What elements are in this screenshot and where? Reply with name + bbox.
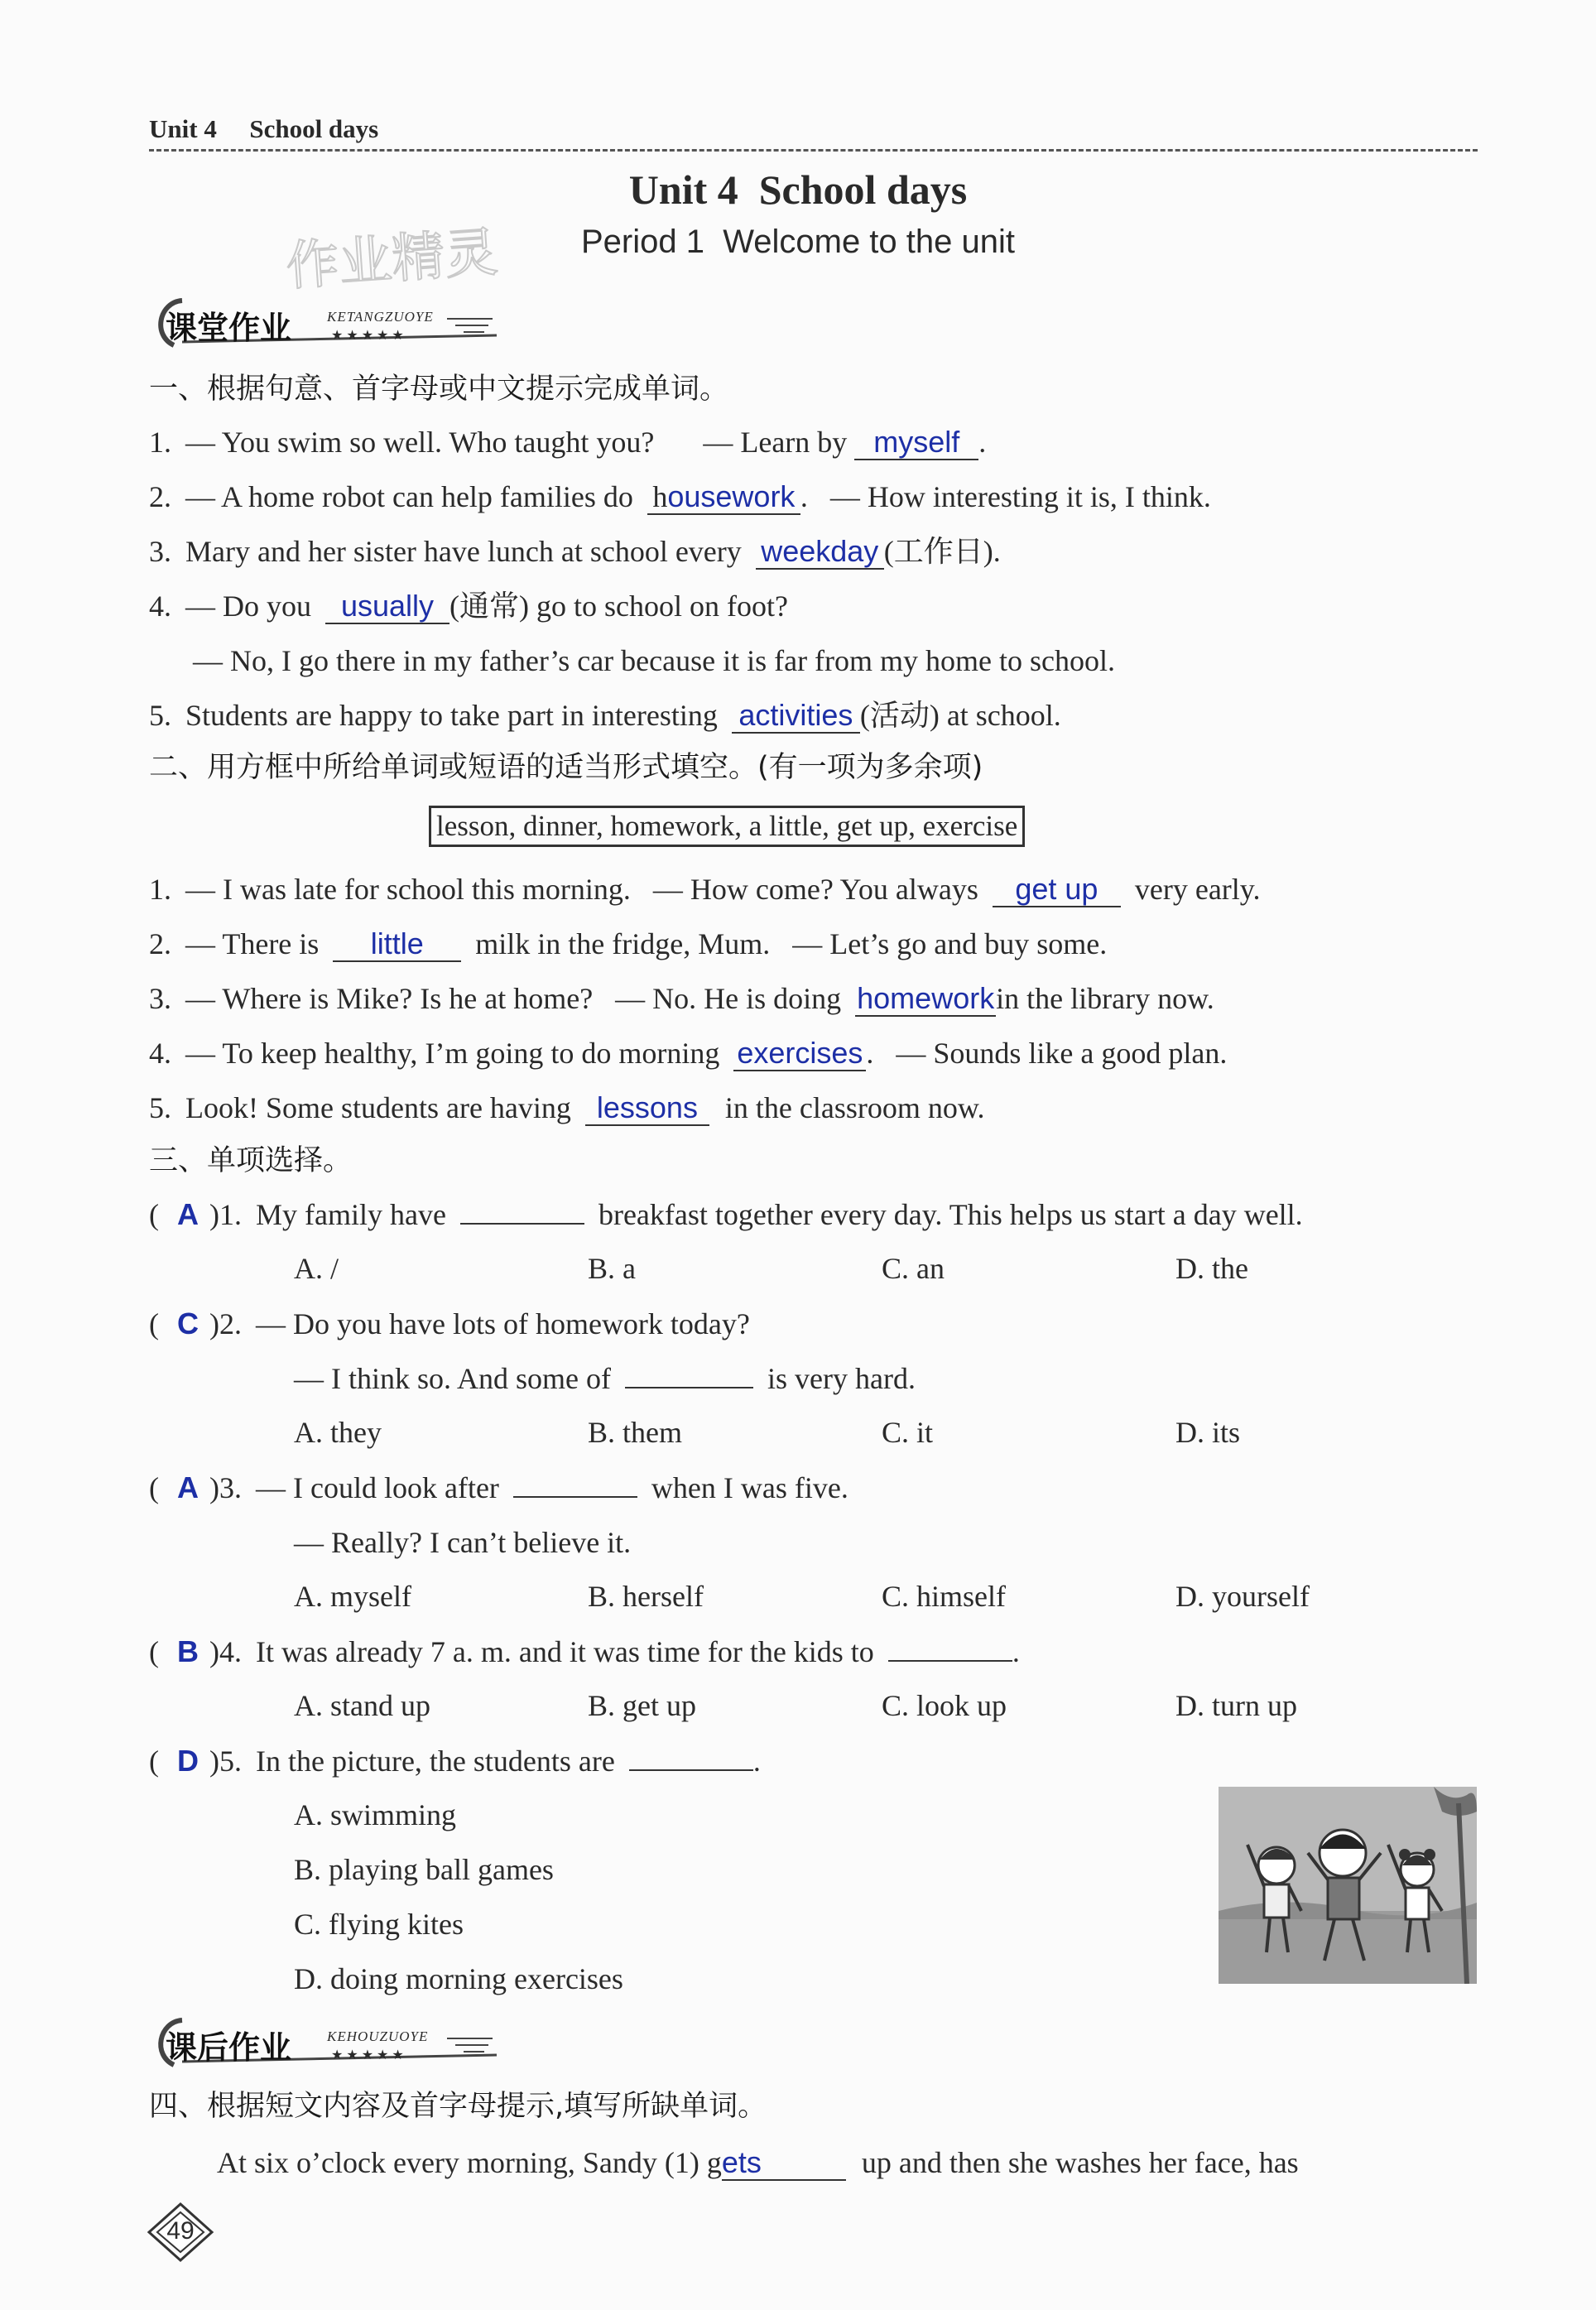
- badge-cn-label: 课堂作业: [166, 310, 292, 346]
- part3-q2-reply: — I think so. And some of is very hard.: [294, 1362, 916, 1395]
- badge-stars: ★ ★ ★ ★ ★: [331, 2048, 404, 2062]
- answer-choice[interactable]: A: [177, 1197, 199, 1231]
- answer-blank[interactable]: get up: [993, 873, 1121, 907]
- option-c[interactable]: C. himself: [882, 1580, 1006, 1613]
- option-d[interactable]: D. turn up: [1175, 1689, 1297, 1722]
- option-b[interactable]: B. herself: [588, 1580, 704, 1613]
- option-d[interactable]: D. the: [1175, 1252, 1248, 1285]
- answer-choice[interactable]: B: [177, 1634, 199, 1668]
- answer-blank[interactable]: homework: [857, 981, 995, 1015]
- part4-paragraph: At six o’clock every morning, Sandy (1) gets up and then she washes her face, has: [217, 2145, 1299, 2179]
- option-d[interactable]: D. doing morning exercises: [294, 1962, 623, 1995]
- badge-cn-label: 课后作业: [166, 2029, 292, 2066]
- answer-blank[interactable]: usually: [325, 590, 449, 624]
- option-a[interactable]: A. stand up: [294, 1689, 430, 1722]
- header-divider: [149, 149, 1478, 152]
- illustration-image: [1219, 1787, 1477, 1984]
- answer-blank[interactable]: little: [333, 927, 461, 962]
- section-badge-classwork: [149, 294, 513, 352]
- header-unit-label: Unit 4: [149, 114, 217, 143]
- word-box: lesson, dinner, homework, a little, get up, exercise: [429, 806, 1025, 847]
- answer-blank[interactable]: myself: [854, 426, 978, 460]
- option-b[interactable]: B. playing ball games: [294, 1853, 554, 1886]
- option-d[interactable]: D. yourself: [1175, 1580, 1310, 1613]
- option-c[interactable]: C. an: [882, 1252, 945, 1285]
- part4-heading: 四、根据短文内容及首字母提示,填写所缺单词。: [149, 2090, 767, 2123]
- answer-blank[interactable]: ets: [722, 2146, 846, 2181]
- answer-choice[interactable]: A: [177, 1470, 199, 1504]
- answer-blank[interactable]: [888, 1660, 1012, 1662]
- option-a[interactable]: A. myself: [294, 1580, 411, 1613]
- option-c[interactable]: C. flying kites: [294, 1908, 464, 1941]
- section-badge-homework: [149, 2014, 513, 2072]
- badge-pinyin: KETANGZUOYE: [327, 309, 434, 325]
- answer-blank[interactable]: [625, 1387, 753, 1388]
- part3-q3-reply: — Really? I can’t believe it.: [294, 1526, 632, 1559]
- answer-blank[interactable]: weekday: [756, 535, 884, 570]
- option-b[interactable]: B. them: [588, 1416, 682, 1449]
- part1-q4: 4. — Do you usually (通常) go to school on foot?: [149, 589, 788, 623]
- answer-blank[interactable]: lessons: [585, 1091, 709, 1126]
- option-b[interactable]: B. get up: [588, 1689, 696, 1722]
- badge-pinyin: KEHOUZUOYE: [327, 2028, 429, 2044]
- part2-q5: 5. Look! Some students are having lessons in the classroom now.: [149, 1090, 985, 1124]
- answer-blank[interactable]: [629, 1769, 753, 1771]
- part3-q5: ( D )5. In the picture, the students are .: [149, 1744, 761, 1778]
- part2-heading: 二、用方框中所给单词或短语的适当形式填空。(有一项为多余项): [149, 751, 983, 784]
- option-b[interactable]: B. a: [588, 1252, 636, 1285]
- page-number-badge: [146, 2201, 215, 2264]
- option-c[interactable]: C. look up: [882, 1689, 1007, 1722]
- answer-blank[interactable]: exercises: [733, 1037, 866, 1071]
- option-d[interactable]: D. its: [1175, 1416, 1241, 1449]
- part2-q3: 3. — Where is Mike? Is he at home? — No. He is doing homeworkin the library now.: [149, 981, 1214, 1015]
- option-c[interactable]: C. it: [882, 1416, 934, 1449]
- answer-choice[interactable]: C: [177, 1307, 199, 1340]
- header-unit-title: School days: [249, 114, 379, 143]
- answer-blank[interactable]: housework: [647, 480, 800, 515]
- answer-choice[interactable]: D: [177, 1744, 199, 1778]
- part1-q1: 1. — You swim so well. Who taught you? — Learn by myself .: [149, 425, 987, 459]
- part3-heading: 三、单项选择。: [149, 1144, 353, 1177]
- part2-q4: 4. — To keep healthy, I’m going to do morning exercises . — Sounds like a good plan.: [149, 1036, 1228, 1070]
- part3-q3: ( A )3. — I could look after when I was five.: [149, 1470, 848, 1504]
- answer-blank[interactable]: activities: [732, 699, 860, 734]
- part2-q1: 1. — I was late for school this morning. — How come? You always get up very early.: [149, 872, 1261, 906]
- part2-q2: 2. — There is little milk in the fridge, Mum. — Let’s go and buy some.: [149, 926, 1108, 960]
- page-title: Unit 4 School days: [628, 166, 968, 213]
- option-a[interactable]: A. they: [294, 1416, 382, 1449]
- badge-stars: ★ ★ ★ ★ ★: [331, 329, 404, 343]
- option-a[interactable]: A. /: [294, 1252, 339, 1285]
- running-header: [149, 114, 378, 144]
- option-a[interactable]: A. swimming: [294, 1798, 457, 1831]
- answer-blank[interactable]: [460, 1223, 584, 1225]
- part3-q1: ( A )1. My family have breakfast together every day. This helps us start a day well.: [149, 1197, 1303, 1231]
- part1-q5: 5. Students are happy to take part in interesting activities (活动) at school.: [149, 698, 1061, 732]
- part1-q2: 2. — A home robot can help families do housework . — How interesting it is, I think.: [149, 479, 1211, 513]
- answer-blank[interactable]: [513, 1496, 637, 1498]
- part3-q4: ( B )4. It was already 7 a. m. and it was time for the kids to .: [149, 1634, 1020, 1668]
- page-number: 49: [166, 2217, 195, 2245]
- watermark: 作业精灵: [284, 222, 500, 298]
- part3-q2: ( C )2. — Do you have lots of homework today?: [149, 1307, 750, 1340]
- part1-q3: 3. Mary and her sister have lunch at school every weekday (工作日).: [149, 534, 1001, 568]
- part1-q4-reply: — No, I go there in my father’s car because it is far from my home to school.: [193, 644, 1116, 677]
- page-subtitle: Period 1 Welcome to the unit: [581, 224, 1015, 260]
- students-exercising-illustration: [1219, 1787, 1477, 1984]
- part1-heading: 一、根据句意、首字母或中文提示完成单词。: [149, 373, 729, 406]
